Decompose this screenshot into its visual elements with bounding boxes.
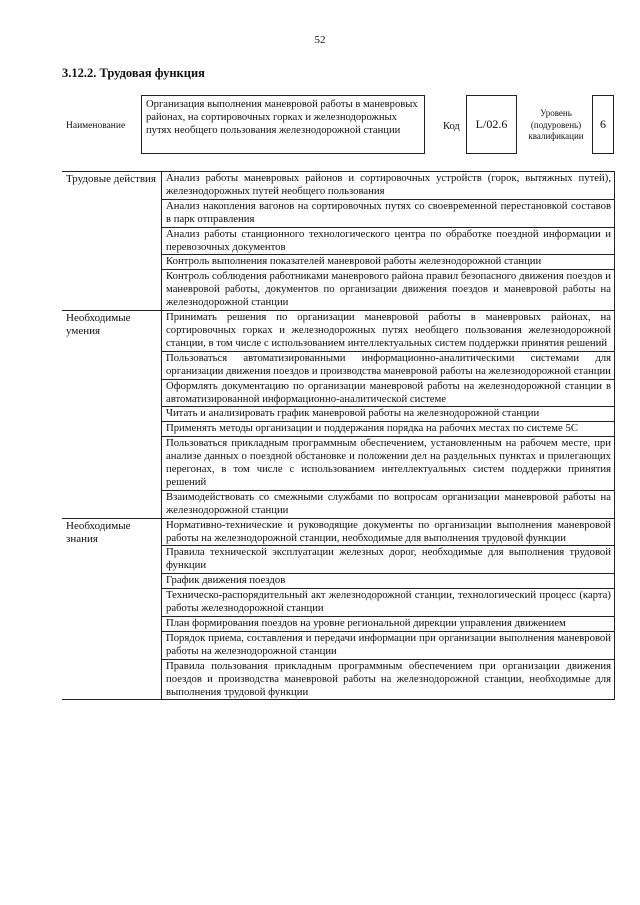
function-details-table (62, 171, 615, 700)
code-label: Код (443, 121, 460, 132)
list-item: Применять методы организации и поддержания порядка на рабочих местах по системе 5С (162, 421, 615, 436)
list-item: Правила пользования прикладным программным обеспечением при организации движения поездов и производства маневровой работы на железнодорожной станции, необходимые для выполнения трудовой функции (162, 659, 615, 700)
list-item: Анализ работы маневровых районов и сортировочных устройств (горок, вытяжных путей), железнодорожных путей необщего пользования (162, 172, 615, 199)
list-item: Пользоваться автоматизированными информационно-аналитическими системами для организации движения поездов и производства маневровой работы на железнодорожной станции (162, 351, 615, 379)
page-number: 52 (314, 34, 326, 46)
group-label: Необходимые умения (62, 311, 162, 518)
group-items (162, 311, 615, 518)
list-item: Правила технической эксплуатации железных дорог, необходимые для выполнения трудовой функции (162, 545, 615, 573)
list-item: Контроль выполнения показателей маневровой работы железнодорожной станции (162, 254, 615, 269)
list-item: Анализ работы станционного технологического центра по обработке поездной информации и перевозочных документов (162, 227, 615, 255)
group-items (162, 172, 615, 310)
level-label: Уровень (подуровень) квалификации (528, 108, 584, 141)
group-labor-actions (62, 172, 615, 310)
group-items (162, 519, 615, 700)
list-item: Взаимодействовать со смежными службами по вопросам организации маневровой работы на железнодорожной станции (162, 490, 615, 518)
list-item: Оформлять документацию по организации маневровой работы на железнодорожной станции в автоматизированной информационно-аналитической системе (162, 379, 615, 407)
list-item: Анализ накопления вагонов на сортировочных путях со своевременной перестановкой составов в парк отправления (162, 199, 615, 227)
list-item: Нормативно-технические и руководящие документы по организации выполнения маневровой работы на железнодорожной станции, необходимые для выполнения трудовой функции (162, 519, 615, 546)
name-label: Наименование (66, 121, 126, 131)
list-item: План формирования поездов на уровне региональной дирекции управления движением (162, 616, 615, 631)
group-required-skills (62, 310, 615, 518)
list-item: Контроль соблюдения работниками маневрового района правил безопасного движения поездов и маневровой работы, документов по организации движения поездов и маневровой работы на железнодорожной станции (162, 269, 615, 310)
list-item: Пользоваться прикладным программным обеспечением, установленным на рабочем месте, при анализе данных о поездной обстановке и положении дел на раздельных пунктах и прилегающих перегонах, в том числе с использованием интеллектуальных систем поддержки принятия решений (162, 436, 615, 490)
group-required-knowledge (62, 518, 615, 700)
function-name-box: Организация выполнения маневровой работы в маневровых районах, на сортировочных горках и железнодорожных путях необщего пользования железнодорожной станции (141, 95, 425, 154)
code-value-box: L/02.6 (466, 95, 517, 154)
list-item: Принимать решения по организации маневровой работы в маневровых районах, на сортировочных горках и железнодорожных путях необщего пользования железнодорожной станции, в том числе с использованием интеллектуальных систем поддержки принятия решений (162, 311, 615, 351)
section-title: 3.12.2. Трудовая функция (62, 66, 205, 80)
group-label: Трудовые действия (62, 172, 162, 310)
group-label: Необходимые знания (62, 519, 162, 700)
level-value-box: 6 (592, 95, 614, 154)
list-item: Порядок приема, составления и передачи информации при организации выполнения маневровой работы на железнодорожной станции (162, 631, 615, 659)
list-item: Техническо-распорядительный акт железнодорожной станции, технологический процесс (карта) работы железнодорожной станции (162, 588, 615, 616)
list-item: График движения поездов (162, 573, 615, 588)
list-item: Читать и анализировать график маневровой работы на железнодорожной станции (162, 406, 615, 421)
